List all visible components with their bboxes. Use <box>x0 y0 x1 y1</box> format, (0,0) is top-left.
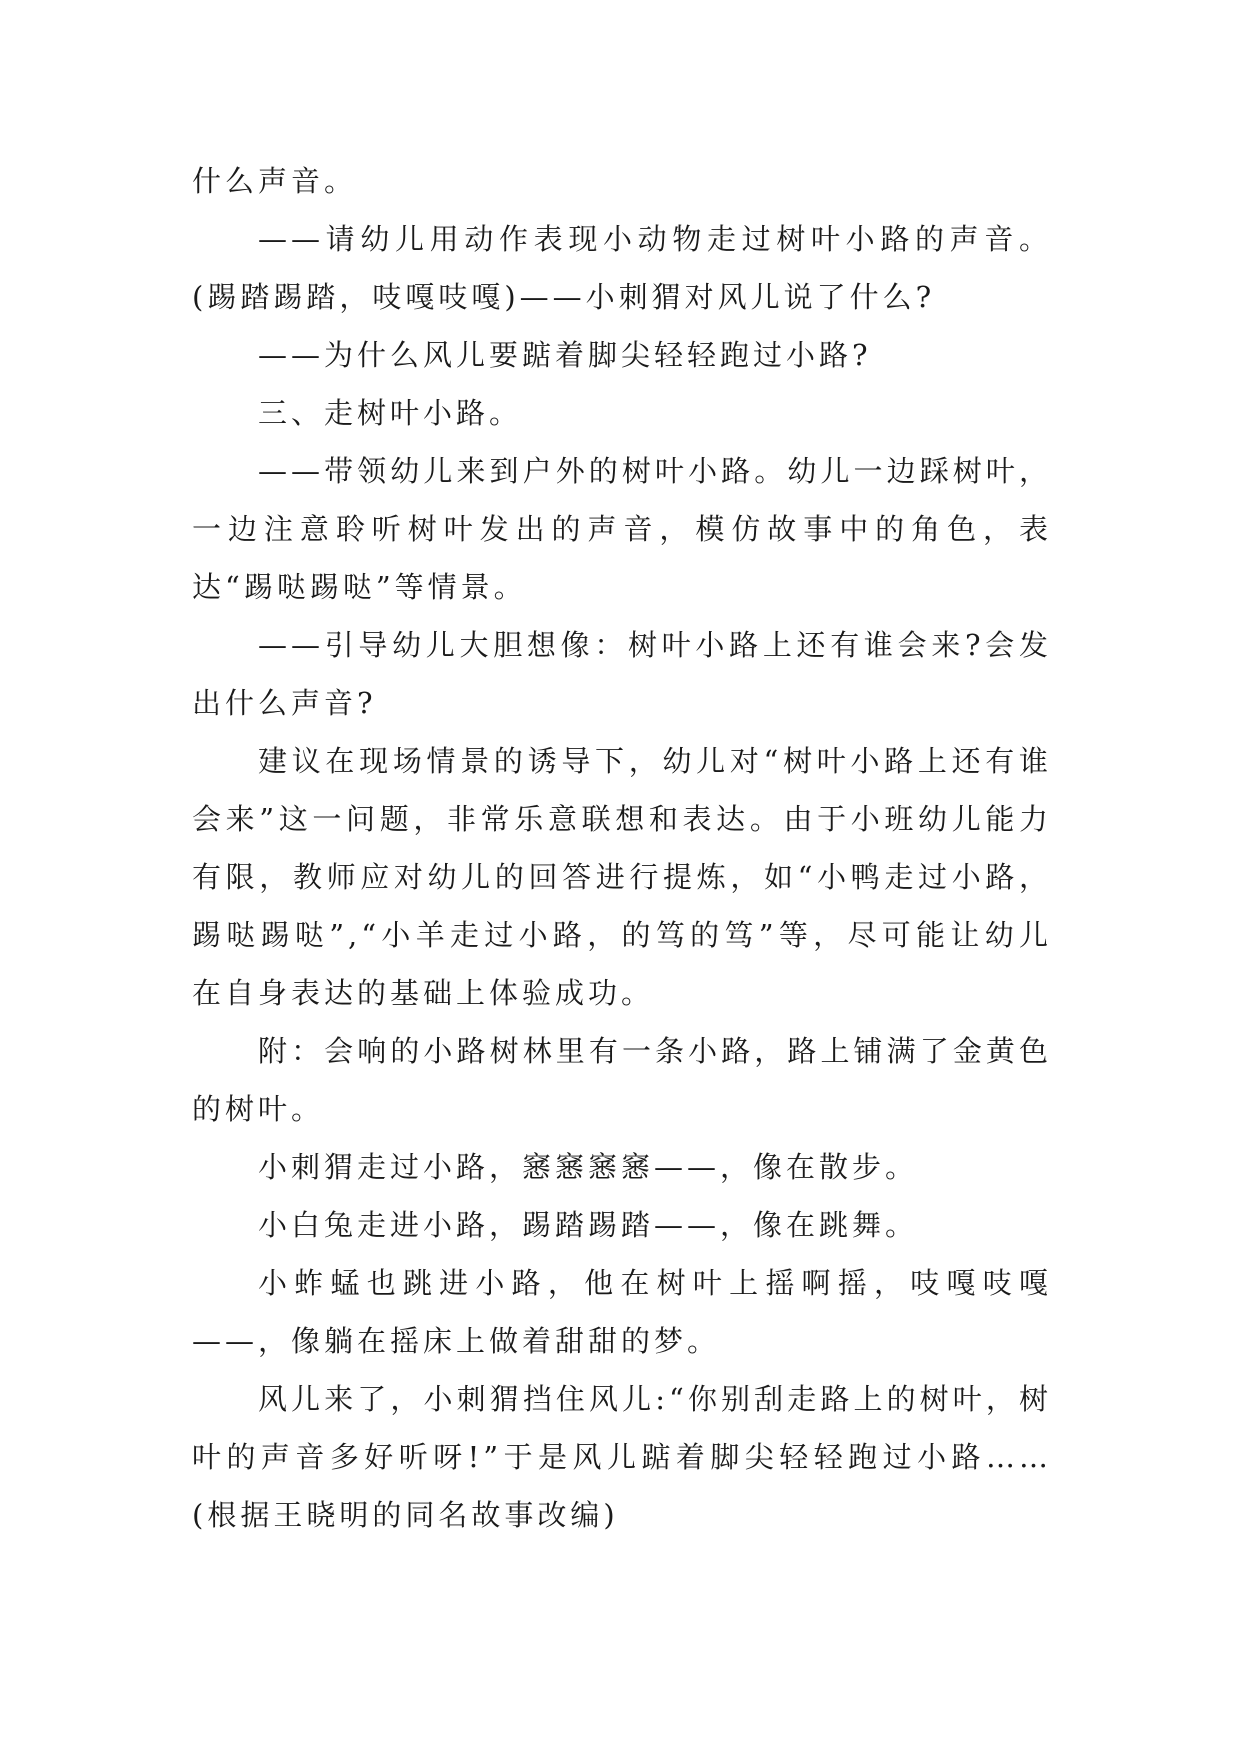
paragraph-11: 小蚱蜢也跳进小路，他在树叶上摇啊摇，吱嘎吱嘎——，像躺在摇床上做着甜甜的梦。 <box>192 1266 1052 1358</box>
document-body <box>192 152 1052 1544</box>
paragraph-10: 小白兔走进小路，踢踏踢踏——，像在跳舞。 <box>258 1208 919 1242</box>
paragraph-1: 什么声音。 <box>192 164 358 198</box>
paragraph-9: 小刺猬走过小路，窸窸窸窸——，像在散步。 <box>258 1150 919 1184</box>
paragraph-5: ——带领幼儿来到户外的树叶小路。幼儿一边踩树叶，一边注意聆听树叶发出的声音，模仿故事中的角色，表达“踢哒踢哒”等情景。 <box>192 454 1052 604</box>
paragraph-3: ——为什么风儿要踮着脚尖轻轻跑过小路? <box>258 338 872 372</box>
paragraph-6: ——引导幼儿大胆想像：树叶小路上还有谁会来?会发出什么声音? <box>192 628 1052 720</box>
paragraph-7: 建议在现场情景的诱导下，幼儿对“树叶小路上还有谁会来”这一问题，非常乐意联想和表达。由于小班幼儿能力有限，教师应对幼儿的回答进行提炼，如“小鸭走过小路，踢哒踢哒”,“小羊走过小路，的笃的笃”等，尽可能让幼儿在自身表达的基础上体验成功。 <box>192 744 1052 1010</box>
section-heading-3: 三、走树叶小路。 <box>258 396 523 430</box>
paragraph-12: 风儿来了，小刺猬挡住风儿:“你别刮走路上的树叶，树叶的声音多好听呀!”于是风儿踮着脚尖轻轻跑过小路……(根据王晓明的同名故事改编) <box>192 1382 1052 1532</box>
paragraph-2: ——请幼儿用动作表现小动物走过树叶小路的声音。(踢踏踢踏，吱嘎吱嘎)——小刺猬对风儿说了什么? <box>192 222 1052 314</box>
paragraph-8: 附：会响的小路树林里有一条小路，路上铺满了金黄色的树叶。 <box>192 1034 1052 1126</box>
